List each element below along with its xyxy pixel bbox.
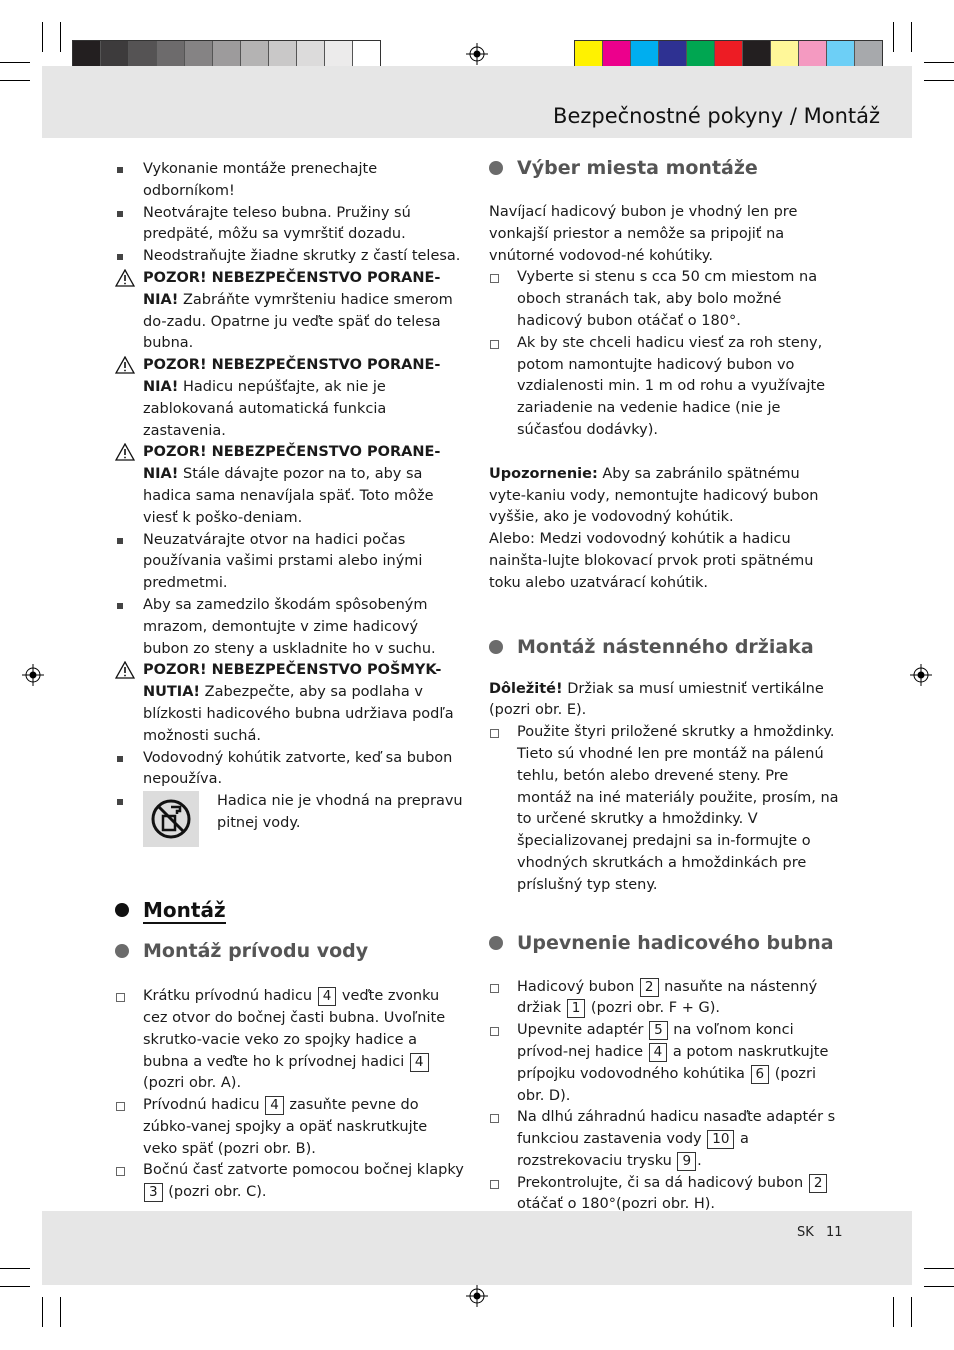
dolezite-paragraph: Dôležité! Držiak sa musí umiestniť vertikálne (pozri obr. E). (489, 680, 824, 719)
part-number-box: 2 (809, 1174, 828, 1193)
bullet-dot-icon (115, 944, 129, 958)
square-bullet-icon (117, 167, 123, 173)
step-text: . (697, 1152, 702, 1169)
list-item (115, 159, 465, 203)
checkbox-bullet-icon (490, 1114, 499, 1123)
warning-text: Zabráňte vymršteniu hadice smerom do-zadu. Opatrne ju veďte späť do telesa bubna. (143, 291, 453, 352)
checkbox-bullet-icon (490, 729, 499, 738)
warning-label: POZOR! NEBEZPEČENSTVO POŠMYK-NUTIA! (143, 662, 442, 701)
step-text: (pozri obr. D). (517, 1065, 817, 1104)
step-text: (pozri obr. A). (143, 1075, 242, 1092)
warning-triangle-icon (115, 443, 135, 461)
step-text: Bočnú časť zatvorte pomocou bočnej klapky (143, 1162, 464, 1179)
page-number: 11 (826, 1225, 843, 1240)
part-number-box: 9 (677, 1152, 696, 1171)
footer-language: SK (797, 1225, 814, 1240)
warning-item (115, 660, 465, 747)
square-bullet-icon (117, 603, 123, 609)
checkbox-bullet-icon (490, 274, 499, 283)
drziak-heading: Montáž nástenného držiaka (489, 635, 841, 659)
step-item (115, 1160, 465, 1204)
square-bullet-icon (117, 254, 123, 260)
registration-mark-icon (910, 664, 932, 686)
bullet-dot-icon (489, 161, 503, 175)
warning-text: Hadicu nepúšťajte, ak nie je zablokovaná automatická funkcia zastavenia. (143, 378, 387, 439)
warning-item (115, 442, 465, 529)
crop-mark (0, 1286, 30, 1287)
step-text: Na dlhú záhradnú hadicu nasaďte adaptér s funkciou zastavenia vody (517, 1109, 836, 1148)
step-item (489, 977, 841, 1021)
crop-mark (924, 80, 954, 81)
bullet-dot-icon (115, 903, 129, 917)
list-item-text: Vodovodný kohútik zatvorte, keď sa bubon nepoužíva. (143, 749, 453, 788)
list-item (115, 530, 465, 595)
no-drinking-water-icon (143, 791, 199, 847)
step-text: na voľnom konci prívod-nej hadice (517, 1022, 794, 1060)
alebo-paragraph: Alebo: Medzi vodovodný kohútik a hadicu nainšta-lujte blokovací prvok proti spätnému toku alebo uzatvárací kohútik. (489, 531, 814, 591)
step-text: Použite štyri priložené skrutky a hmoždinky. Tieto sú vhodné len pre montáž na pálenú tehlu, betón alebo drevené steny. Pre montáž na iné materiály použite, prosím, na to určené skrutky a hmoždinky. V špecializovanej predajni sa in-formujte o vhodných skrutkách a hmoždinkách pre príslušný typ steny. (517, 724, 839, 893)
vyber-steps (489, 267, 841, 441)
registration-mark-icon (466, 43, 488, 65)
registration-mark-icon (466, 1285, 488, 1307)
step-text: Prívodnú hadicu (143, 1097, 265, 1114)
vyber-intro: Navíjací hadicový bubon je vhodný len pre vonkajší priestor a nemôže sa pripojiť na vnútorné vodovod-né kohútiky. (489, 204, 798, 264)
upevnenie-heading: Upevnenie hadicového bubna (489, 931, 841, 955)
privod-steps (115, 986, 465, 1204)
step-text: Krátku prívodnú hadicu (143, 988, 317, 1005)
checkbox-bullet-icon (490, 1027, 499, 1036)
list-item-text: Neotvárajte teleso bubna. Pružiny sú predpäté, môžu sa vymrštiť dozadu. (143, 204, 411, 243)
part-number-box: 2 (640, 978, 659, 997)
left-column (115, 159, 465, 1204)
crop-mark (911, 1297, 912, 1327)
list-item (115, 203, 465, 247)
registration-mark-icon (22, 664, 44, 686)
checkbox-bullet-icon (490, 340, 499, 349)
crop-mark (42, 22, 43, 52)
upozornenie-paragraph: Upozornenie: Aby sa zabránilo spätnému vyte-kaniu vody, nemontujte hadicový bubon vyššie, ako je vodovodný kohútik. (489, 465, 819, 526)
checkbox-bullet-icon (490, 1180, 499, 1189)
list-item-text: Vykonanie montáže prenechajte odborníkom! (143, 161, 378, 199)
checkbox-bullet-icon (490, 984, 499, 993)
step-text: Ak by ste chceli hadicu viesť za roh steny, potom namontujte hadicový bubon vo vzdialenosti min. 1 m od rohu a využívajte zariadenie na vedenie hadice (nie je súčasťou dodávky). (517, 334, 826, 438)
step-text: otáčať o 180°(pozri obr. H). (517, 1196, 716, 1213)
upevnenie-steps (489, 977, 841, 1217)
crop-mark (0, 1268, 30, 1269)
list-item (115, 595, 465, 660)
checkbox-bullet-icon (116, 1167, 125, 1176)
step-text: Prekontrolujte, či sa dá hadicový bubon (517, 1174, 808, 1191)
list-item (115, 748, 465, 792)
crop-mark (893, 1297, 894, 1327)
step-item (115, 1095, 465, 1160)
drziak-steps (489, 722, 841, 896)
vyber-heading: Výber miesta montáže (489, 156, 841, 180)
bullet-dot-icon (489, 936, 503, 950)
list-item-text: Neuzatvárajte otvor na hadici počas používania vašimi prstami alebo inými predmetmi. (143, 531, 423, 592)
step-item (489, 1020, 841, 1107)
part-number-box: 1 (567, 999, 586, 1018)
step-item (489, 333, 841, 442)
footer-band (42, 1211, 912, 1285)
no-drinking-water-text: Hadica nie je vhodná na prepravu pitnej vody. (217, 793, 463, 831)
step-text: Upevnite adaptér (517, 1022, 649, 1039)
crop-mark (911, 22, 912, 52)
crop-mark (924, 62, 954, 63)
part-number-box: 6 (751, 1065, 770, 1084)
crop-mark (60, 1297, 61, 1327)
warning-label: POZOR! NEBEZPEČENSTVO PORANE-NIA! (143, 357, 441, 395)
step-text: Hadicový bubon (517, 978, 639, 995)
right-column (489, 156, 841, 1216)
crop-mark (60, 22, 61, 52)
part-number-box: 3 (144, 1183, 163, 1202)
part-number-box: 4 (410, 1053, 429, 1072)
warning-item (115, 268, 465, 355)
warning-text: Stále dávajte pozor na to, aby sa hadica sama nenavíjala späť. Toto môže viesť k poško-deniam. (143, 466, 434, 526)
crop-mark (924, 1286, 954, 1287)
list-item-text: Neodstraňujte žiadne skrutky z častí telesa. (143, 248, 461, 265)
checkbox-bullet-icon (116, 993, 125, 1002)
crop-mark (42, 1297, 43, 1327)
step-text: a potom naskrutkujte prípojku vodovodného kohútika (517, 1043, 829, 1082)
step-text: (pozri obr. F + G). (586, 1000, 720, 1017)
no-drinking-water-item (115, 791, 465, 847)
square-bullet-icon (117, 538, 123, 544)
crop-mark (0, 80, 30, 81)
bullet-dot-icon (489, 640, 503, 654)
step-text: Vyberte si stenu s cca 50 cm miestom na oboch stranách tak, aby bolo možné hadicový bubon otáčať o 180°. (517, 269, 818, 329)
part-number-box: 4 (265, 1096, 284, 1115)
warning-triangle-icon (115, 356, 135, 374)
square-bullet-icon (117, 756, 123, 762)
part-number-box: 4 (649, 1043, 668, 1062)
list-item (115, 246, 465, 268)
warning-triangle-icon (115, 269, 135, 287)
warning-label: POZOR! NEBEZPEČENSTVO PORANE-NIA! (143, 444, 441, 483)
step-text: nasuňte na nástenný držiak (517, 978, 818, 1017)
step-text: zasuňte pevne do zúbko-vanej spojky a opäť naskrutkujte veko späť (pozri obr. B). (143, 1097, 428, 1157)
crop-mark (0, 62, 30, 63)
checkbox-bullet-icon (116, 1102, 125, 1111)
montaz-heading: Montáž (115, 897, 465, 923)
page-title: Bezpečnostné pokyny / Montáž (553, 104, 880, 128)
step-text: (pozri obr. C). (163, 1184, 267, 1201)
step-item (489, 267, 841, 332)
warning-triangle-icon (115, 661, 135, 679)
step-item (115, 986, 465, 1095)
square-bullet-icon (117, 211, 123, 217)
crop-mark (924, 1268, 954, 1269)
part-number-box: 4 (318, 987, 337, 1006)
step-item (489, 1107, 841, 1172)
safety-list (115, 159, 465, 791)
part-number-box: 5 (649, 1021, 668, 1040)
part-number-box: 10 (707, 1130, 734, 1149)
warning-text: Zabezpečte, aby sa podlaha v blízkosti hadicového bubna udržiava podľa možnosti suchá. (143, 684, 454, 744)
warning-label: POZOR! NEBEZPEČENSTVO PORANE-NIA! (143, 269, 441, 308)
warning-item (115, 355, 465, 442)
crop-mark (893, 22, 894, 52)
step-item (489, 722, 841, 896)
privod-heading: Montáž prívodu vody (115, 939, 465, 963)
step-item (489, 1173, 841, 1217)
step-text: a rozstrekovaciu trysku (517, 1131, 749, 1169)
list-item-text: Aby sa zamedzilo škodám spôsobeným mrazom, demontujte v zime hadicový bubon zo steny a uskladnite ho v suchu. (143, 596, 436, 657)
step-text: veďte zvonku cez otvor do bočnej časti bubna. Uvoľnite skrutko-vacie veko zo spojky hadice a bubna a veďte ho k prívodnej hadici (143, 988, 446, 1070)
